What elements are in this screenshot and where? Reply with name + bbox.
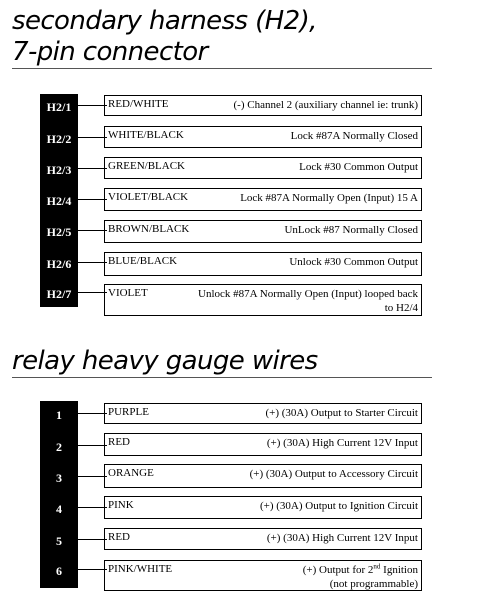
wire-color: RED/WHITE: [108, 98, 169, 110]
wire-row: [104, 433, 422, 456]
wire-row: [104, 220, 422, 243]
wire-function: (+) (30A) Output to Accessory Circuit: [249, 468, 418, 480]
wire-row: [104, 496, 422, 519]
pin-label: 3: [56, 471, 62, 485]
pin-label: 1: [56, 408, 62, 422]
wire-row: [104, 252, 422, 276]
wire-row: [104, 528, 422, 550]
wire-function: Unlock #30 Common Output: [289, 256, 418, 268]
wire-function: [198, 287, 418, 315]
wire-function: [303, 563, 418, 591]
pin-label: H2/4: [46, 194, 72, 208]
wire-color: PURPLE: [108, 406, 149, 418]
wire-color: BROWN/BLACK: [108, 223, 190, 235]
pin-label: H2/7: [46, 287, 72, 301]
pin-label: H2/5: [46, 225, 72, 239]
wire-color: VIOLET/BLACK: [108, 191, 189, 203]
wire-function: (-) Channel 2 (auxiliary channel ie: trunk): [233, 99, 418, 111]
pin-connector-line: [78, 262, 107, 263]
wire-color: PINK: [108, 499, 134, 511]
section-divider-1: [12, 68, 432, 69]
wire-function-line-2: to H2/4: [384, 302, 418, 314]
pin-connector-line: [78, 137, 107, 138]
pin-connector-line: [78, 199, 107, 200]
pin-label: 2: [56, 440, 62, 454]
wire-row: [104, 560, 422, 591]
wire-function: UnLock #87 Normally Closed: [284, 224, 418, 236]
wire-function-text: (+) Output for 2: [302, 564, 374, 576]
section-title-relay-heavy-gauge-wires: relay heavy gauge wires: [12, 346, 318, 376]
wire-function: Lock #30 Common Output: [299, 161, 418, 173]
wire-function-line-1: [303, 563, 418, 577]
pin-connector-line: [78, 413, 107, 414]
pin-connector-line: [78, 569, 107, 570]
pin-label: H2/6: [46, 257, 72, 271]
wire-color: VIOLET: [108, 287, 148, 299]
wire-color: BLUE/BLACK: [108, 255, 178, 267]
wire-row: [104, 126, 422, 148]
section-subtitle-7-pin-connector: 7-pin connector: [12, 37, 208, 67]
wire-function: Lock #87A Normally Open (Input) 15 A: [240, 192, 418, 204]
wire-color: RED: [108, 531, 130, 543]
relay-pin-bar: [40, 401, 78, 588]
wire-function: (+) (30A) Output to Starter Circuit: [265, 407, 418, 419]
pin-label: H2/2: [46, 132, 72, 146]
wire-color: WHITE/BLACK: [108, 129, 184, 141]
pin-connector-line: [78, 539, 107, 540]
pin-connector-line: [78, 230, 107, 231]
pin-connector-line: [78, 445, 107, 446]
pin-label: H2/3: [46, 163, 72, 177]
wire-function-text-end: Ignition: [380, 564, 418, 576]
wire-row: [104, 284, 422, 316]
wire-row: [104, 188, 422, 211]
section-title-secondary-harness: secondary harness (H2),: [12, 6, 317, 36]
wire-function: Lock #87A Normally Closed: [290, 130, 418, 142]
wire-function: (+) (30A) High Current 12V Input: [266, 437, 418, 449]
section-divider-2: [12, 377, 432, 378]
wire-row: [104, 464, 422, 488]
pin-label: 4: [56, 502, 62, 516]
pin-label: 5: [56, 534, 62, 548]
pin-connector-line: [78, 105, 107, 106]
wire-row: [104, 157, 422, 179]
ordinal-suffix: nd: [373, 562, 381, 571]
wire-row: [104, 95, 422, 116]
wire-color: ORANGE: [108, 467, 154, 479]
wire-function: (+) (30A) Output to Ignition Circuit: [259, 500, 418, 512]
wire-color: RED: [108, 436, 130, 448]
wire-function-line-2: (not programmable): [329, 578, 418, 590]
pin-connector-line: [78, 476, 107, 477]
pin-connector-line: [78, 292, 107, 293]
wire-color: PINK/WHITE: [108, 563, 173, 575]
wire-row: [104, 403, 422, 424]
pin-label: 6: [56, 564, 62, 578]
wire-function: (+) (30A) High Current 12V Input: [266, 532, 418, 544]
pin-connector-line: [78, 168, 107, 169]
wire-function-line-1: Unlock #87A Normally Open (Input) looped back: [198, 288, 418, 300]
pin-connector-line: [78, 507, 107, 508]
pin-label: H2/1: [46, 100, 72, 114]
wire-color: GREEN/BLACK: [108, 160, 185, 172]
